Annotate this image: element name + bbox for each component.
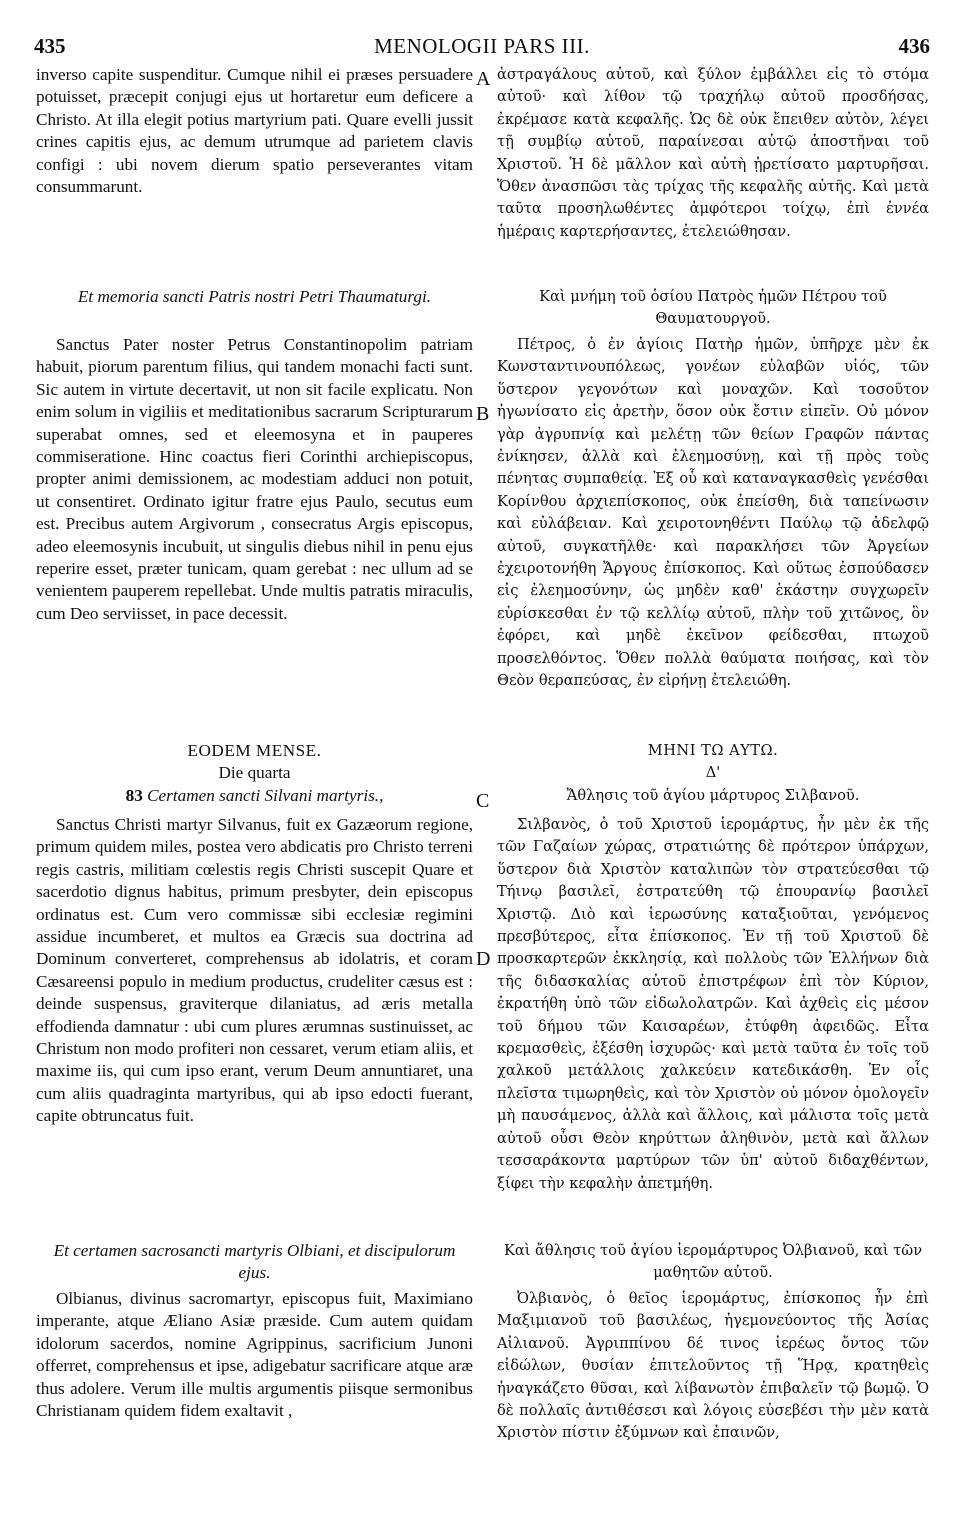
margin-letter-c: C (476, 790, 490, 812)
page-number-left: 435 (34, 34, 66, 58)
margin-letter-b: B (476, 403, 490, 425)
greek-paragraph: Πέτρος, ὁ ἐν ἁγίοις Πατὴρ ἡμῶν, ὑπῆρχε μὲν ἐκ Κωνσταντινουπόλεως, γονέων εὐλαβῶν υἱός, τῶν ὕστερον γεγονότων καὶ μοναχῶν. Καὶ τοσοῦτον ἠγωνίσατο εἰς ἀρετὴν, ὅσον οὐκ ἔστιν εἰπεῖν. Οὐ μόνον γὰρ ἀγρυπνίᾳ καὶ μελέτῃ τῶν θείων Γραφῶν πάντας ἐνίκησεν, ἀλλὰ καὶ ἐλεημοσύνῃ, καὶ τῇ πρὸς τοὺς πένητας συμπαθείᾳ. Ἐξ οὗ καὶ καταναγκασθεὶς γενέσθαι Κορίνθου ἀρχιεπίσκοπος, οὐκ ἐπείσθη, διὰ ταπείνωσιν καὶ εὐλάβειαν. Καὶ χειροτονηθέντι Παύλῳ τῷ ἀδελφῷ αὐτοῦ, συγκατῆλθε· καὶ παρακλήσει τῶν Ἀργείων ἐχειροτονήθη Ἄργους ἐπίσκοπος. Καὶ οὕτως ἐσπούδασεν εἰς ἐλεημοσύνην, ὡς μηδὲν καθ' ἑκάστην συγχωρεῖν εὑρίσκεσθαι ἐν τῷ κελλίῳ αὐτοῦ, πλὴν τοῦ χιτῶνος, ὃν ἐφόρει, καὶ μηδὲ ἐκεῖνον φείδεσθαι, πτωχοῦ προσελθόντος. Ὅθεν πολλὰ θαύματα ποιήσας, καὶ τὸν Θεὸν θεραπεύσας, ἐν εἰρήνῃ ἐτελειώθη. (497, 336, 929, 690)
latin-day-heading: Die quarta (218, 763, 291, 783)
margin-letter-a: A (476, 68, 491, 90)
greek-paragraph: ἀστραγάλους αὐτοῦ, καὶ ξύλον ἐμβάλλει εἰς τὸ στόμα αὐτοῦ· καὶ λίθον τῷ τραχήλῳ αὐτοῦ προσδήσας, ἐκρέμασε κατὰ κεφαλῆς. Ὡς δὲ οὐκ ἔπειθεν αὐτὸν, λέγει τῇ συμβίῳ αὐτοῦ, παραίνεσαι αὐτῷ ἀποστῆναι τοῦ Χριστοῦ. Ἡ δὲ μᾶλλον καὶ αὐτὴ ᾑρετίσατο μαρτυρῆσαι. Ὅθεν ἀνασπῶσι τὰς τρίχας τῆς κεφαλῆς αὐτῆς. Καὶ μετὰ ταῦτα προσηλωθέντες ἀμφότεροι τοίχῳ, ἐπὶ ἐννέα ἡμέραις καρτερήσαντες, ἐτελειώθησαν. (497, 66, 929, 240)
entry-number: 83 (125, 785, 143, 805)
greek-paragraph: Σιλβανὸς, ὁ τοῦ Χριστοῦ ἱερομάρτυς, ἦν μὲν ἐκ τῆς τῶν Γαζαίων χώρας, στρατιώτης δὲ πρότερον ὑπάρχων, ὕστερον διὰ Χριστὸν καταλιπὼν τὸν στρατεύεσθαι τῷ Τήινῳ βασιλεῖ, ἐστρατεύθη τῷ ἐπουρανίῳ βασιλεῖ Χριστῷ. Διὸ καὶ ἱερωσύνης καταξιοῦται, γενόμενος πρεσβύτερος, εἶτα ἐπίσκοπος. Ἐν τῇ τοῦ Χριστοῦ δὲ προσκαρτερῶν ἐκκλησίᾳ, καὶ πολλοὺς τῶν Ἑλλήνων διὰ τῆς διδασκαλίας αὐτοῦ ἐπιστρέφων ἐπὶ τὸν Κύριον, ἐκρατήθη ὑπὸ τῶν εἰδωλολατρῶν. Καὶ ἀχθεὶς εἰς μέσον τοῦ δήμου τῶν Καισαρέων, ἐτύφθη ἀφειδῶς. Εἶτα κρεμασθεὶς, ἐξέσθη ἰσχυρῶς· καὶ μετὰ ταῦτα ἐν τοῖς τοῦ χαλκοῦ μετάλλοις χαλκεύειν κατεδικάσθη. Ἐν οἷς πλεῖστα τιμωρηθεὶς, καὶ τὸν Χριστὸν οὐ μόνον ὁμολογεῖν μὴ παυσάμενος, ἀλλὰ καὶ ἄλλοις, καὶ μάλιστα τοῖς μετὰ αὐτοῦ οὖσι Θεὸν κηρύττων ἀληθινὸν, μετὰ καὶ ἄλλων τεσσαράκοντα μαρτύρων τῶν ὑπ' αὐτοῦ διδαχθέντων, ξίφει τὴν κεφαλὴν ἀπετμήθη. (497, 816, 929, 1192)
greek-month-heading: ΜΗΝΙ ΤΩ ΑΥΤΩ. (647, 742, 779, 759)
latin-section-heading: Certamen sancti Silvani martyris., (147, 785, 384, 805)
greek-paragraph: Ὀλβιανὸς, ὁ θεῖος ἱερομάρτυς, ἐπίσκοπος ἦν ἐπὶ Μαξιμιανοῦ τοῦ βασιλέως, ἡγεμονεύοντος τῆς Ἀσίας Αἰλιανοῦ. Ἀγριππίνου δέ τινος ἱερέως ὄντος τῶν εἰδώλων, θυσίαν ἐπιτελοῦντος τῇ Ἥρᾳ, κρατηθεὶς ἠναγκάζετο θῦσαι, καὶ λίβανωτὸν ἐπιβαλεῖν τῷ βωμῷ. Ὁ δὲ πολλαῖς ἀντιθέσεσι καὶ λόγοις εὐσεβέσι τὴν μὲν κατὰ Χριστὸν πίστιν ἐξύμνων καὶ ἐπαινῶν, (497, 1290, 929, 1442)
running-header (34, 34, 930, 60)
latin-paragraph: Olbianus, divinus sacromartyr, episcopus fuit, Maximiano imperante, atque Æliano Asiæ præside. Cum autem quidam idolorum sacerdos, nomine Agrippinus, sacrificium Junoni offerret, comprehensus et ipse, adigebatur sacrificare atque aræ thus adolere. Verum ille multis argumentis piisque sermonibus Christianam quidem fidem exaltavit , (36, 1289, 473, 1421)
running-title: MENOLOGII PARS III. (374, 34, 590, 58)
greek-section-heading: Ἄθλησις τοῦ ἁγίου μάρτυρος Σιλβανοῦ. (566, 786, 860, 804)
greek-section-heading: Καὶ μνήμη τοῦ ὁσίου Πατρὸς ἡμῶν Πέτρου τοῦ Θαυματουργοῦ. (539, 288, 887, 328)
greek-day-heading: Δ' (705, 764, 721, 782)
margin-letter-d: D (476, 948, 491, 970)
greek-section-heading: Καὶ ἄθλησις τοῦ ἁγίου ἱερομάρτυρος Ὀλβιανοῦ, καὶ τῶν μαθητῶν αὐτοῦ. (503, 1242, 923, 1282)
latin-paragraph: Sanctus Pater noster Petrus Constantinopolim patriam habuit, piorum parentum filius, qui tandem monachi facti sunt. Sic autem in virtute decertavit, ut non sit facile explicatu. Non enim solum in vigiliis et meditationibus sacrarum Scripturarum superabat omnes, sed et eleemosyna et in pauperes commiseratione. Hinc coactus fieri Corinthi archiepiscopus, propter animi demissionem, ac modestiam adduci non potuit, ut consentiret. Ordinato igitur fratre ejus Paulo, secutus eum est. Precibus autem Argivorum , consecratus Argis episcopus, adeo eleemosynis incubuit, ut singulis diebus nihil in penu ejus reperire esset, præter tunicam, quam gerebat : nec ullum ad se venientem pauperem repellebat. Unde multis patratis miraculis, cum Deo serviisset, in pace decessit. (36, 335, 473, 623)
latin-section-heading: Et certamen sacrosancti martyris Olbiani, et discipulorum ejus. (53, 1241, 456, 1283)
page-number-right: 436 (898, 34, 930, 58)
latin-paragraph: inverso capite suspenditur. Cumque nihil ei præses persuadere potuisset, præcepit conjugi ejus ut hortaretur eum deficere a Christo. At illa elegit potius martyrium pati. Quare evelli jussit crines capitis ejus, ac demum utrumque ad parietem clavis configi : ubi novem dierum spatio perseverantes vitam consummarunt. (36, 65, 473, 197)
latin-paragraph: Sanctus Christi martyr Silvanus, fuit ex Gazæorum regione, primum quidem miles, postea vero abdicatis pro Christo terreni regis castris, militiam cœlestis regis Christi suscepit Quare et sacerdotio dignus habitus, primum presbyter, dein episcopus ordinatus est. Cum vero commissæ sibi ecclesiæ regimini assidue incumberet, et multos ea Græcis sua doctrina ad Dominum converteret, comprehensus ab idolatris, et coram Cæsareensi populo in medium productus, crudeliter cæsus est : deinde suspensus, graviterque dilaniatus, ad æris metalla effodienda damnatur : ubi cum plures ærumnas sustinuisset, ac Christum non modo profiteri non cessaret, verum etiam aliis, et maxime iis, qui cum ipso erant, verum Deum annuntiaret, una cum aliis quadraginta martyribus, qui ab ipso edocti fuerant, capite obtruncatus fuit. (36, 815, 473, 1126)
latin-month-heading: EODEM MENSE. (187, 741, 322, 760)
latin-section-heading: Et memoria sancti Patris nostri Petri Thaumaturgi. (77, 287, 432, 306)
